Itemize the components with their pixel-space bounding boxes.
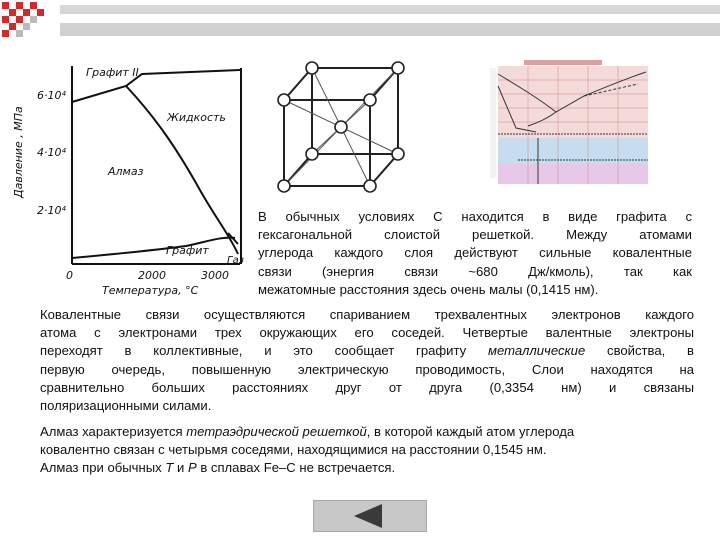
x-axis-label: Температура, °С: [102, 284, 199, 297]
y-tick-4e4: 4·10⁴: [37, 146, 66, 159]
carbon-phase-diagram: [12, 58, 256, 306]
text-line: атома с электронами трех окружающих его соседей. Четвертые валентные электроны: [40, 325, 694, 341]
text-line: межатомные расстояния здесь очень малы (0,1415 нм).: [258, 281, 599, 297]
text-line: [40, 459, 694, 477]
text-line: гексагональной слоистой решеткой. Между атомами: [258, 227, 692, 243]
text-line: связи (энергия связи ~680 Дж/кмоль), так как: [258, 263, 692, 279]
cubic-lattice-diagram: [272, 60, 440, 210]
region-graphite-ii: Графит II: [86, 66, 139, 79]
text-segment: , в которой каждый атом углерода: [366, 424, 575, 439]
text-line: ковалентно связан с четырьмя соседями, находящимися на расстоянии 0,1545 нм.: [40, 442, 547, 458]
region-diamond: Алмаз: [108, 165, 144, 178]
region-liquid: Жидкость: [167, 111, 226, 124]
symbol-p: P: [187, 460, 197, 476]
text-segment: в сплавах Fe–C не встречается.: [200, 460, 396, 476]
back-arrow-icon: [314, 501, 426, 531]
y-tick-0: 0: [66, 269, 73, 282]
y-axis-label: Давление , МПа: [12, 106, 25, 198]
symbol-t: T: [165, 460, 174, 476]
fe-c-phase-diagram: [488, 60, 656, 194]
title-bar-strip: [60, 14, 720, 23]
text-segment: Алмаз характеризуется: [40, 424, 183, 439]
text-segment: Алмаз при обычных: [40, 460, 162, 476]
text-line: первую очередь, повышенную электрическую проводимость, Слои находятся на: [40, 361, 694, 377]
back-button[interactable]: [313, 500, 427, 532]
text-line: сравнительно больших расстояниях друг от друга (0,3354 нм) и связаны: [40, 379, 694, 395]
text-segment: переходят в коллективные, и это сообщает графиту: [40, 343, 467, 359]
checker-logo: [0, 0, 60, 46]
region-gas: Газ: [227, 255, 245, 266]
text-line: Ковалентные связи осуществляются спариванием трехвалентных электронов каждого: [40, 307, 694, 322]
text-segment: свойства, в: [607, 343, 695, 359]
region-graphite: Графит: [166, 244, 209, 257]
paragraph-diamond: [40, 423, 694, 478]
paragraph-graphite-intro: [258, 208, 692, 299]
y-tick-6e4: 6·10⁴: [37, 89, 66, 102]
emphasis-metallic: металлические: [487, 343, 586, 359]
paragraph-covalent-bonds: [40, 306, 694, 415]
emphasis-tetrahedral: тетраэдрической решеткой: [186, 424, 367, 439]
x-tick-2000: 2000: [138, 269, 166, 282]
text-line: В обычных условиях С находится в виде графита с: [258, 209, 692, 224]
text-line: углерода каждого слоя действуют сильные ковалентные: [258, 245, 692, 261]
x-tick-3000: 3000: [201, 269, 229, 282]
text-segment: и: [176, 460, 185, 476]
y-tick-2e4: 2·10⁴: [37, 204, 66, 217]
text-line: [40, 342, 694, 360]
top-banner: [0, 0, 720, 46]
text-line: поляризационными силами.: [40, 398, 212, 414]
text-line: [40, 423, 694, 441]
